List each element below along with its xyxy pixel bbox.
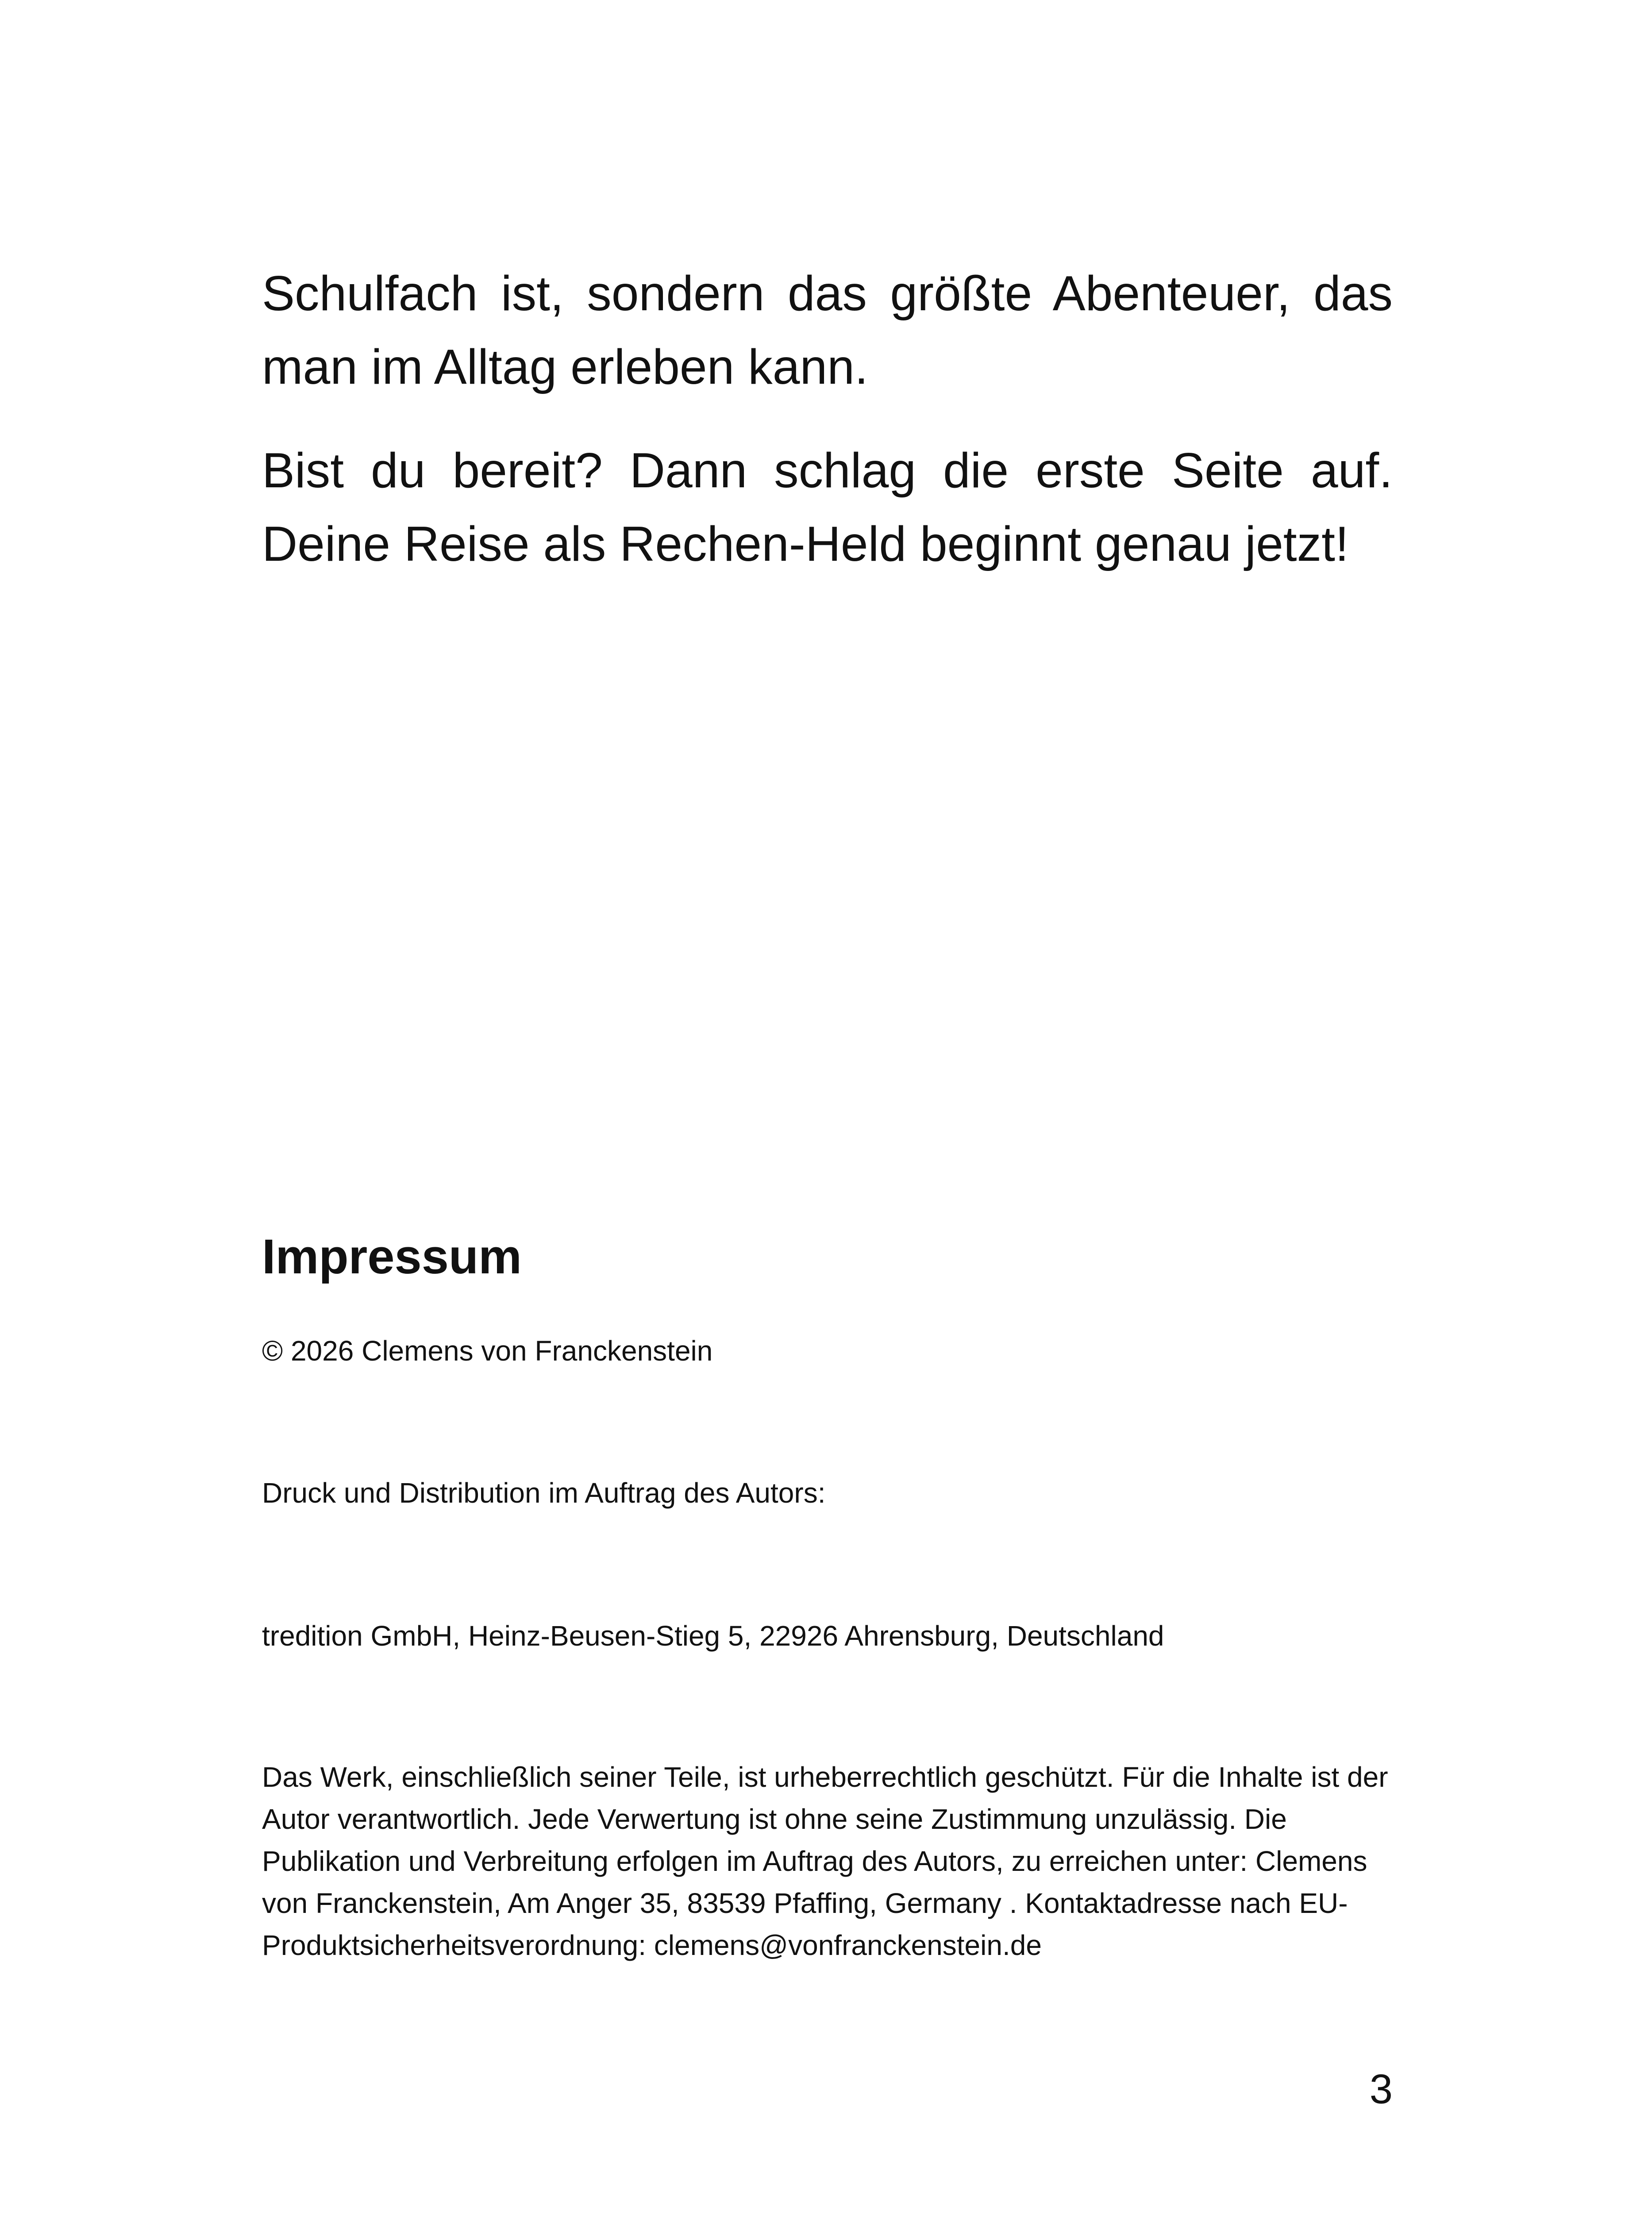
impressum-heading: Impressum xyxy=(262,1230,522,1284)
publisher-address: tredition GmbH, Heinz-Beusen-Stieg 5, 22926 Ahrensburg, Deutschland xyxy=(262,1620,1164,1652)
print-distribution-note: Druck und Distribution im Auftrag des Autors: xyxy=(262,1477,826,1509)
body-paragraph: Bist du bereit? Dann schlag die erste Seite auf. Deine Reise als Rechen-Held beginnt genau jetzt! xyxy=(262,443,1393,571)
page-number: 3 xyxy=(1369,2066,1393,2112)
rights-notice: Das Werk, einschließlich seiner Teile, ist urheberrechtlich geschützt. Für die Inhalte ist der Autor verantwortlich. Jede Verwertung ist ohne seine Zustimmung unzulässig. Die Publikation und Verbreitung erfolgen im Auftrag des Autors, zu erreichen unter: Clemens von Franckenstein, Am Anger 35, 83539 Pfaffing, Germany . Kontaktadresse nach EU-Produktsicherheitsverordnung: clemens@vonfranckenstein.de xyxy=(262,1761,1388,1961)
copyright-line: © 2026 Clemens von Franckenstein xyxy=(262,1335,713,1367)
body-paragraph: Schulfach ist, sondern das größte Abenteuer, das man im Alltag erleben kann. xyxy=(262,266,1393,394)
